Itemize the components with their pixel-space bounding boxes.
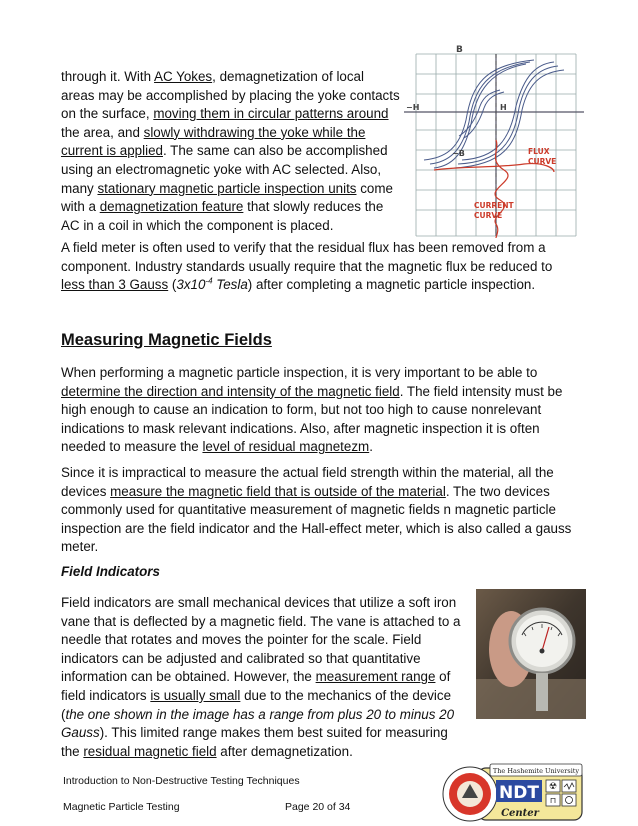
label-h: H xyxy=(500,103,507,112)
paragraph-field-indicators: Field indicators are small mechanical devices that utilize a soft iron vane that is deflected by a magnetic field. The vane is attached to a needle that rotates and moves the pointer for the scale. Field indicators can be adjusted and calibrated so that quantitative information can be obtained. However, the measurement range of field indicators is usually small due to the mechanics of the device (the one shown in the image has a range from plus 20 to minus 20 Gauss). This limited range makes them best suited for measuring the residual magnetic field after demagnetization. xyxy=(61,595,461,759)
paragraph-impractical-measure: Since it is impractical to measure the actual field strength within the material, all the devices measure the magnetic field that is outside of the material. The two devices commonly used for quantitative measurement of magnetic fields n magnetic particle inspection are the field indicator and the Hall-effect meter, which is also called a gauss meter. xyxy=(61,465,572,555)
label-neg-h: −H xyxy=(406,103,420,112)
footer-course-title: Introduction to Non-Destructive Testing Techniques xyxy=(63,775,300,787)
hysteresis-figure xyxy=(404,40,584,240)
section-heading-measuring-fields: Measuring Magnetic Fields xyxy=(61,331,272,349)
paragraph-performing-inspection: When performing a magnetic particle inspection, it is very important to be able to determine the direction and intensity of the magnetic field. The field intensity must be high enough to cause an indication to form, but not too high to cause nonrelevant indications to mask relevant indications. Also, after magnetic inspection it is often needed to measure the level of residual magnetezm. xyxy=(61,365,563,455)
footer-page-number: Page 20 of 34 xyxy=(285,801,351,813)
field-indicator-photo xyxy=(476,589,586,719)
ndt-center-logo xyxy=(438,760,586,824)
logo-center-text: Center xyxy=(501,808,539,819)
link-less-than-3-gauss: less than 3 Gauss xyxy=(61,277,169,293)
label-current-curve: CURVE xyxy=(474,211,503,220)
logo-ndt-text: NDT xyxy=(499,783,539,803)
label-flux: FLUX xyxy=(528,147,550,156)
paragraph-field-meter: A field meter is often used to verify that the residual flux has been removed from a component. Industry standards usually require that the magnetic flux be reduced to less than 3 Gauss ($3x10^{-4}$ Tesla) after completing a magnetic particle inspection. xyxy=(61,240,553,293)
label-neg-b: −B xyxy=(452,149,465,158)
logo-banner-text: The Hashemite University xyxy=(492,767,580,775)
label-curve: CURVE xyxy=(528,157,557,166)
label-b-axis: B xyxy=(456,45,463,55)
label-current: CURRENT xyxy=(474,201,514,210)
magnet-icon: ⊓ xyxy=(549,796,557,805)
paragraph-demagnetization-yokes: through it. With AC Yokes, demagnetization of local areas may be accomplished by placing the yoke contacts on the surface, moving them in circular patterns around the area, and slowly withdrawing the yoke while the current is applied. The same can also be accomplished using an electromagnetic yoke with AC selected. Also, many stationary magnetic particle inspection units come with a demagnetization feature that slowly reduces the AC in a coil in which the component is placed. xyxy=(61,69,400,233)
radiation-icon: ☢ xyxy=(548,782,558,792)
link-ac-yokes: AC Yokes xyxy=(154,69,213,84)
footer-chapter: Magnetic Particle Testing xyxy=(63,801,180,813)
subheading-field-indicators: Field Indicators xyxy=(61,564,160,579)
